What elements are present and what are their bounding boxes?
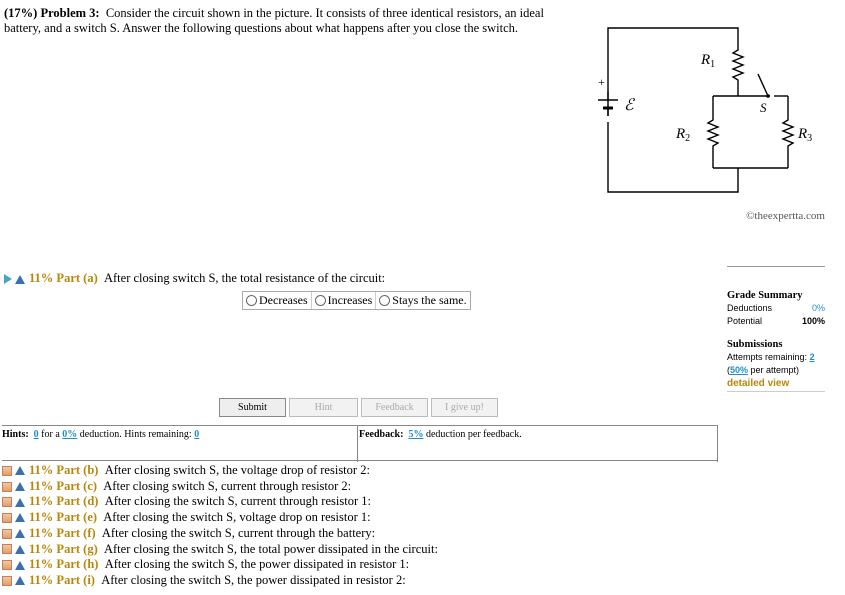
part-text: After closing switch S, current through resistor 2: xyxy=(103,478,352,493)
part-pct: 11% Part (g) xyxy=(29,541,98,556)
warning-icon xyxy=(15,545,25,554)
part-text: After closing the switch S, current through resistor 1: xyxy=(104,494,371,509)
r3-label: $R_3$ xyxy=(798,126,813,144)
hints-deduction: deduction. Hints remaining: xyxy=(79,429,192,440)
radio-icon[interactable] xyxy=(379,295,390,306)
per-attempt-open: ( xyxy=(727,365,730,375)
divider xyxy=(717,426,718,462)
switch-pivot xyxy=(766,94,770,98)
image-credit: ©theexpertta.com xyxy=(746,210,825,222)
warning-icon xyxy=(15,561,25,570)
part-icon xyxy=(2,482,12,492)
emf-label: ℰ xyxy=(624,97,634,114)
radio-icon[interactable] xyxy=(315,295,326,306)
feedback-info xyxy=(359,429,522,440)
part-pct: 11% Part (f) xyxy=(29,525,96,540)
warning-icon xyxy=(15,513,25,522)
divider xyxy=(357,426,358,462)
part-pct: 11% Part (i) xyxy=(29,572,95,587)
potential-label: Potential xyxy=(727,316,763,326)
warning-icon xyxy=(15,529,25,538)
problem-text: Consider the circuit shown in the picture. It consists of three identical resistors, an ideal battery, and a switch S. Answer the following questions about what happens after you close the switch. xyxy=(4,6,544,35)
part-row[interactable] xyxy=(2,510,438,526)
per-attempt-label: per attempt) xyxy=(748,365,800,375)
part-a-header xyxy=(4,271,385,286)
choice-increases[interactable]: Increases xyxy=(312,292,377,309)
part-icon xyxy=(2,529,12,539)
part-row[interactable] xyxy=(2,542,438,558)
part-text: After closing the switch S, voltage drop on resistor 1: xyxy=(103,510,371,525)
potential-value: 100% xyxy=(801,316,825,326)
part-icon xyxy=(2,544,12,554)
hints-label: Hints: xyxy=(2,429,29,440)
part-row[interactable] xyxy=(2,479,438,495)
part-icon xyxy=(2,466,12,476)
part-row[interactable] xyxy=(2,557,438,573)
part-pct: 11% Part (e) xyxy=(29,510,98,525)
deductions-value: 0% xyxy=(811,303,825,313)
part-icon xyxy=(2,513,12,523)
part-text: After closing the switch S, the power dissipated in resistor 2: xyxy=(101,572,406,587)
choice-stays-same[interactable]: Stays the same. xyxy=(376,292,469,309)
per-attempt-value: 50% xyxy=(730,365,749,375)
problem-statement xyxy=(4,6,584,36)
grade-summary-title: Grade Summary xyxy=(727,290,803,301)
part-row[interactable] xyxy=(2,526,438,542)
part-icon xyxy=(2,497,12,507)
r2-label: $R_2$ xyxy=(676,126,691,144)
r1-label: $R_1$ xyxy=(701,52,716,70)
battery-plus-label: + xyxy=(598,75,605,89)
attempts-value: 2 xyxy=(809,352,815,362)
part-a-text: After closing switch S, the total resistance of the circuit: xyxy=(103,271,386,285)
give-up-button[interactable]: I give up! xyxy=(431,398,498,417)
radio-icon[interactable] xyxy=(246,295,257,306)
submissions-title: Submissions xyxy=(727,339,783,350)
part-row[interactable] xyxy=(2,463,438,479)
part-pct: 11% Part (c) xyxy=(29,478,98,493)
feedback-label: Feedback: xyxy=(359,429,404,440)
choice-decreases[interactable]: Decreases xyxy=(243,292,312,309)
deductions-label: Deductions xyxy=(727,303,773,313)
action-buttons xyxy=(219,398,498,417)
attempts-label: Attempts remaining: xyxy=(727,352,808,362)
part-a-pct: 11% Part (a) xyxy=(29,271,98,285)
switch-label: S xyxy=(760,100,767,115)
part-pct: 11% Part (b) xyxy=(29,463,99,477)
problem-weight: (17%) xyxy=(4,6,38,20)
detailed-view-link[interactable]: detailed view xyxy=(727,377,825,392)
feedback-text: deduction per feedback. xyxy=(425,429,522,440)
warning-icon xyxy=(15,466,25,475)
feedback-button[interactable]: Feedback xyxy=(361,398,428,417)
part-icon xyxy=(2,560,12,570)
expand-arrow-icon[interactable] xyxy=(4,274,12,284)
hint-button[interactable]: Hint xyxy=(289,398,358,417)
part-row[interactable] xyxy=(2,573,438,589)
part-text: After closing the switch S, current through the battery: xyxy=(101,525,376,540)
warning-icon xyxy=(15,275,25,284)
part-icon xyxy=(2,576,12,586)
hints-for-a: for a xyxy=(41,429,60,440)
part-row[interactable] xyxy=(2,494,438,510)
hints-pct: 0% xyxy=(62,429,78,440)
parts-list xyxy=(2,463,438,589)
part-text: After closing the switch S, the power dissipated in resistor 1: xyxy=(104,557,410,572)
part-pct: 11% Part (h) xyxy=(29,557,99,572)
part-text: After closing switch S, the voltage drop of resistor 2: xyxy=(104,463,370,477)
warning-icon xyxy=(15,576,25,585)
part-a-choices xyxy=(242,291,471,310)
warning-icon xyxy=(15,498,25,507)
circuit-diagram xyxy=(588,8,838,208)
hints-count: 0 xyxy=(33,429,39,440)
grade-summary xyxy=(727,266,825,392)
problem-label: Problem 3: xyxy=(40,6,100,20)
hints-feedback-bar xyxy=(2,425,718,461)
part-pct: 11% Part (d) xyxy=(29,494,99,509)
part-text: After closing the switch S, the total power dissipated in the circuit: xyxy=(103,541,438,556)
submit-button[interactable]: Submit xyxy=(219,398,286,417)
hints-info xyxy=(2,429,199,440)
warning-icon xyxy=(15,482,25,491)
feedback-pct: 5% xyxy=(408,429,424,440)
hints-remaining: 0 xyxy=(194,429,200,440)
